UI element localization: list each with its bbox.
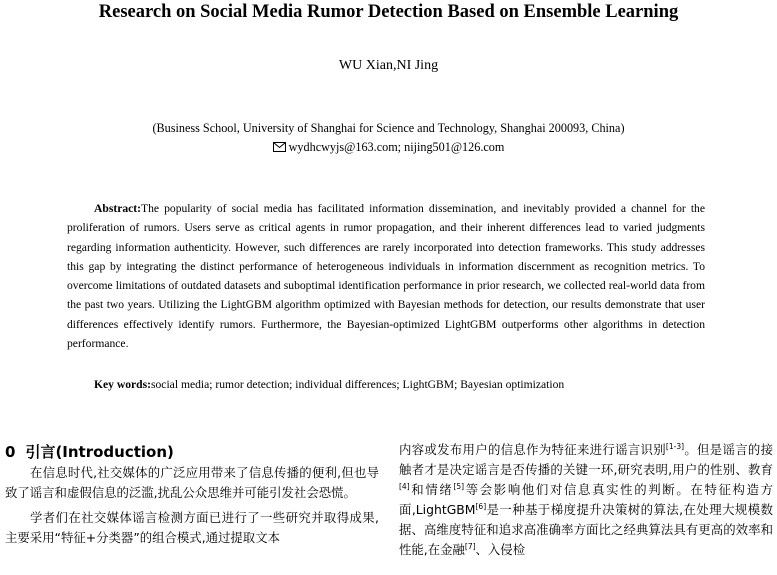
text-segment: 。但是谣言的接触者才是决定谣言是否传播的关键一环,研究表明,用户的性别、教育 <box>399 442 774 477</box>
affiliation: (Business School, University of Shanghai for Science and Technology, Shanghai 200093, China) <box>152 121 625 135</box>
keywords <box>67 375 705 394</box>
section-number: 0 <box>5 443 16 461</box>
citation: [1-3] <box>665 442 685 451</box>
mail-icon <box>273 142 286 152</box>
text-segment: 内容或发布用户的信息作为特征来进行谣言识别 <box>399 442 666 457</box>
abstract-text: The popularity of social media has facilitated information dissemination, and inevitably provided a channel for the proliferation of rumors. Users serve as critical agents in rumor propagation, and their inherent differences lead to varied judgments regarding information authenticity. However, such differences are rarely incorporated into detection frameworks. This study addresses this gap by integrating the distinct performance of heterogeneous individuals in information discernment as recognition metrics. To overcome limitations of outdated datasets and suboptimal identification performance in prior research, we collected real-world data from the past two years. Utilizing the LightGBM algorithm optimized with Bayesian methods for detection, our results demonstrate that user differences effectively identify rumors. Furthermore, the Bayesian-optimized LightGBM outperforms other algorithms in detection performance. <box>67 202 705 351</box>
citation: [6] <box>475 502 487 511</box>
abstract <box>67 199 705 353</box>
citation: [7] <box>464 542 476 551</box>
citation: [4] <box>399 482 410 491</box>
left-column <box>5 463 379 548</box>
citation: [5] <box>453 482 465 491</box>
intro-paragraph-2: 学者们在社交媒体谣言检测方面已进行了一些研究并取得成果,主要采用“特征+分类器”的组合模式,通过提取文本 <box>5 510 379 545</box>
intro-paragraph-1: 在信息时代,社交媒体的广泛应用带来了信息传播的便利,但也导致了谣言和虚假信息的泛滥,扰乱公众思维并可能引发社会恐慌。 <box>5 465 379 500</box>
keywords-label: Key words: <box>94 378 151 391</box>
abstract-label: Abstract: <box>94 202 142 215</box>
right-column <box>399 440 773 560</box>
authors: WU Xian,NI Jing <box>338 58 439 73</box>
intro-paragraph-continued <box>399 440 773 560</box>
email-addresses: wydhcwyjs@163.com; nijing501@126.com <box>288 140 505 154</box>
text-segment: 是一种基于梯度提升决策树的算法,在处理大规模数据、高维度特征和追求高准确率方面比之经典算法具有更高的效率和性能,在金融 <box>399 502 773 557</box>
keywords-text: social media; rumor detection; individual differences; LightGBM; Bayesian optimization <box>151 378 565 391</box>
section-title: 引言(Introduction) <box>25 443 174 461</box>
text-segment: 和情绪 <box>409 482 454 497</box>
email-line <box>0 140 777 155</box>
text-segment: 、入侵检 <box>475 542 526 557</box>
section-heading <box>5 441 174 462</box>
paper-title: Research on Social Media Rumor Detection Based on Ensemble Learning <box>98 2 679 22</box>
text-segment: 等会影响他们对信息真实性的判断。在特征构造方面,LightGBM <box>399 482 774 517</box>
